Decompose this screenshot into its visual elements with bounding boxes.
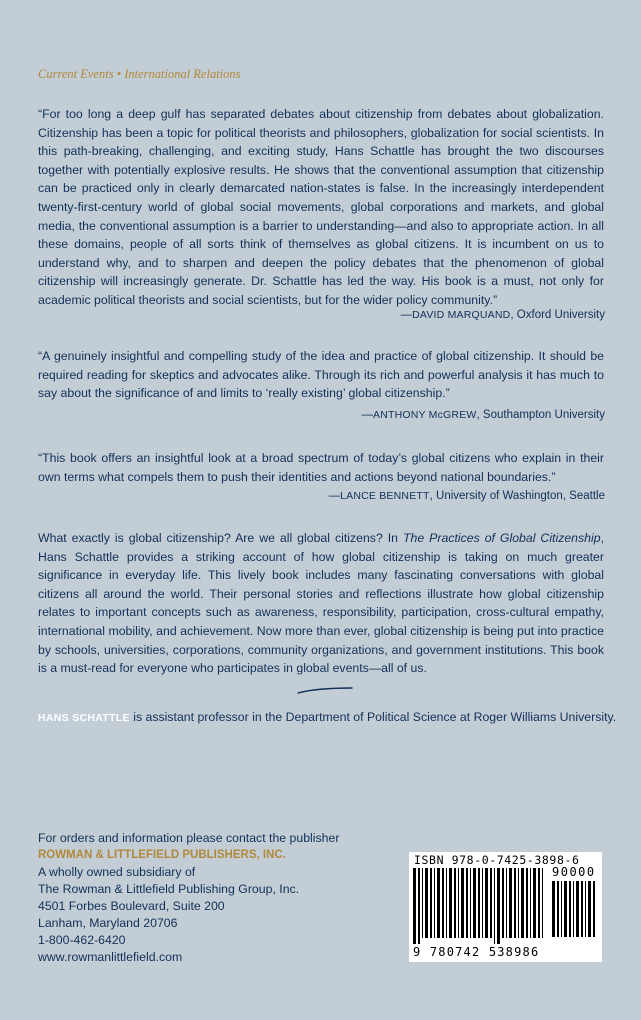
endorser-affiliation: , University of Washington, Seattle (429, 490, 605, 502)
endorser-name: LANCE BENNETT (340, 490, 430, 502)
publisher-phone: 1-800-462-6420 (38, 933, 126, 947)
endorsement-quote-3: “This book offers an insightful look at a broad spectrum of today’s global citizens who explain in their own terms what compels them to push their identities and actions beyond national boundaries.” (38, 451, 604, 484)
category-label: Current Events • International Relations (38, 67, 241, 81)
author-name: HANS SCHATTLE (38, 712, 130, 724)
price-code: 90000 (552, 865, 596, 879)
description-text-start: What exactly is global citizenship? Are we all global citizens? In (38, 531, 403, 545)
description-text-end: , Hans Schattle provides a striking account of how global citizenship is taking on much greater significance in everyday life. This lively book includes many fascinating conversations with global citizens all around the world. Their personal stories and reflections illustrate how global citizenship relates to important concepts such as awareness, responsibility, participation, cross-cultural empathy, international mobility, and achievement. Now more than ever, global citizenship is being put into practice by schools, universities, corporations, community organizations, and government institutions. This book is a must-read for everyone who participates in global events—all of us. (38, 531, 605, 676)
endorser-affiliation: , Oxford University (510, 309, 605, 321)
publisher-address-1: 4501 Forbes Boulevard, Suite 200 (38, 899, 225, 913)
ean-digits: 9 780742 538986 (413, 945, 540, 959)
book-title: The Practices of Global Citizenship (403, 531, 601, 545)
isbn-label: ISBN 978-0-7425-3898-6 (414, 853, 580, 867)
author-bio-text: is assistant professor in the Department of Political Science at Roger Williams University. (129, 710, 617, 724)
endorsement-quote-2: “A genuinely insightful and compelling study of the idea and practice of global citizenship. It should be required reading for skeptics and advocates alike. Through its rich and powerful analysis it has much to say about the significance of and limits to ‘really existing’ global citizenship.” (38, 349, 604, 401)
flourish-divider-icon (296, 684, 356, 696)
endorser-name: ANTHONY McGREW (372, 409, 477, 421)
endorsement-attribution-1: —DAVID MARQUAND, Oxford University (400, 309, 605, 321)
publisher-name: ROWMAN & LITTLEFIELD PUBLISHERS, INC. (38, 849, 286, 861)
endorsement-quote-1: “For too long a deep gulf has separated debates about citizenship from debates about globalization. Citizenship has been a topic for political theorists and philosophers, globalization for social scientists. In this path-breaking, challenging, and exciting study, Hans Schattle has brought the two discourses together with potentially explosive results. He shows that the conventional assumption that citizenship can be practiced only in clearly demarcated nation-states is false. In the increasingly interdependent twenty-first-century world of global social movements, global corporations and markets, and global media, the conventional assumption is a barrier to understanding—and also to appropriate action. In all these domains, people of all sorts think of themselves as global citizens. It is incumbent on us to understand why, and to sharpen and deepen the policy debates that the phenomenon of global citizenship will increasingly generate. Dr. Schattle has led the way. His book is a must, not only for academic political theorists and social scientists, but for the wider policy community.” (38, 107, 604, 307)
endorser-name: DAVID MARQUAND (412, 309, 511, 321)
publisher-address-2: Lanham, Maryland 20706 (38, 916, 178, 930)
publisher-website: www.rowmanlittlefield.com (38, 950, 183, 964)
author-bio (38, 710, 616, 724)
endorsement-attribution-3: —LANCE BENNETT, University of Washington, Seattle (328, 490, 605, 502)
endorsement-attribution-2: —ANTHONY McGREW, Southampton University (361, 409, 605, 421)
publisher-line-2: The Rowman & Littlefield Publishing Group, Inc. (38, 882, 300, 896)
addon-barcode-bars-icon (552, 881, 598, 943)
endorser-affiliation: , Southampton University (476, 409, 605, 421)
publisher-info (38, 830, 339, 966)
barcode-bars-icon (413, 868, 547, 944)
book-description (38, 529, 604, 678)
barcode (409, 852, 602, 962)
publisher-intro: For orders and information please contact the publisher (38, 831, 340, 845)
publisher-line-1: A wholly owned subsidiary of (38, 865, 196, 879)
